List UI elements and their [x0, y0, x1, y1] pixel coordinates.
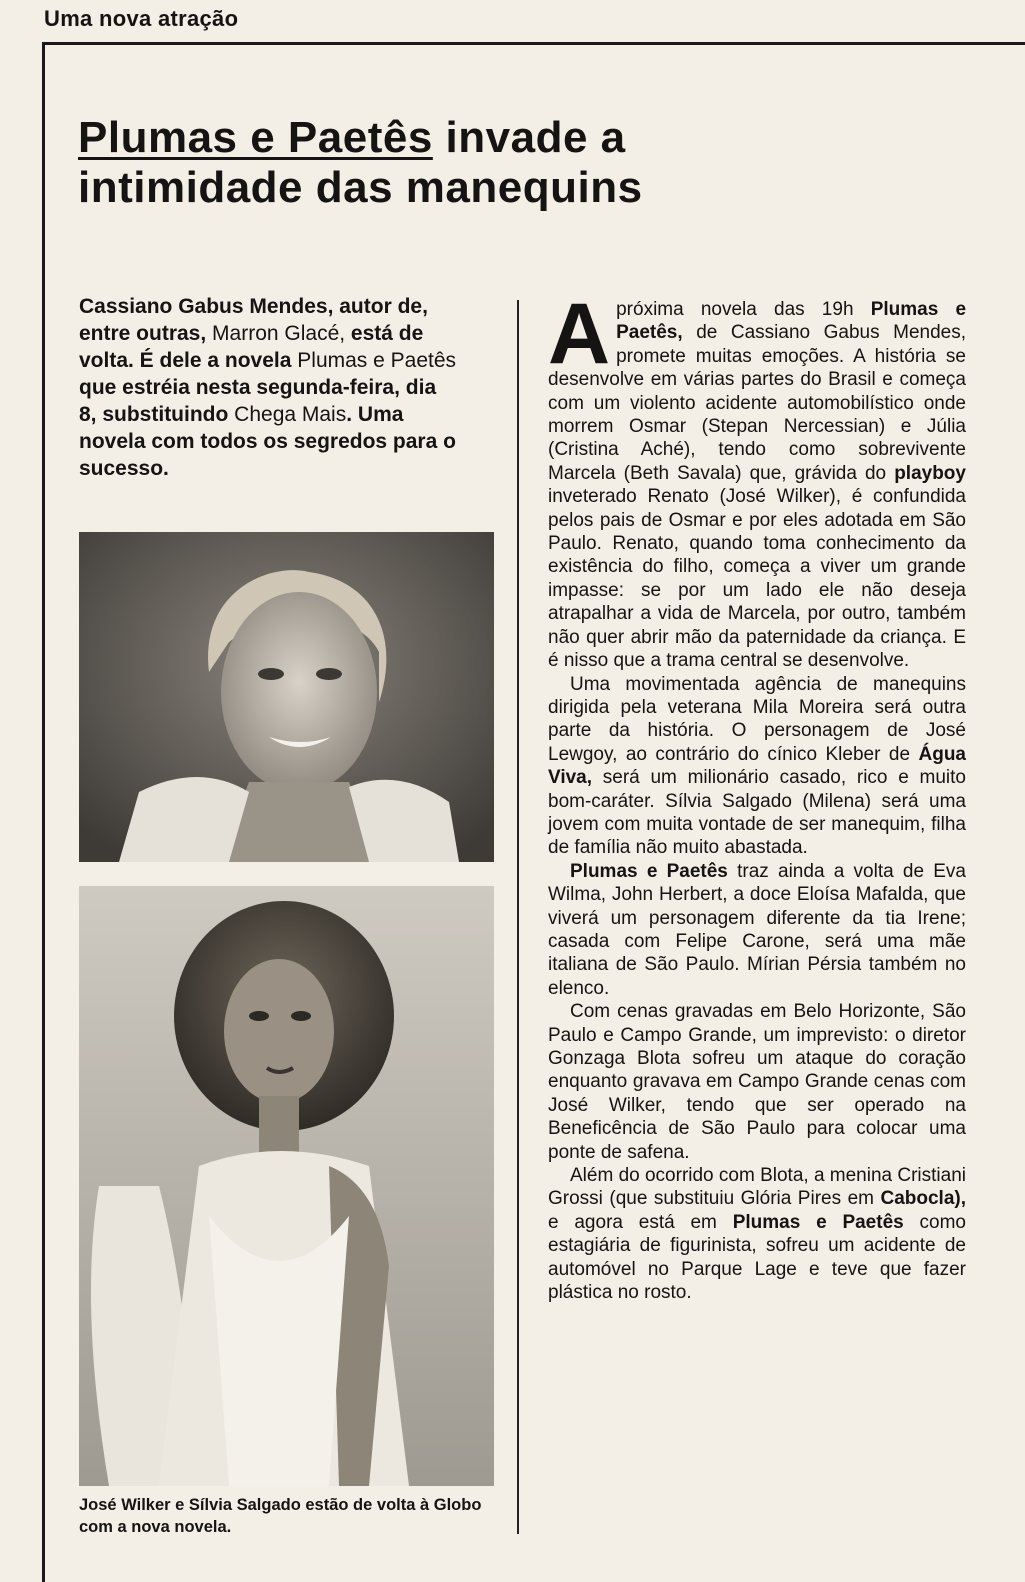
- body-text: de Cassiano Gabus Mendes, promete muitas emoções. A história se desenvolve em várias partes do Brasil e começa com um violento acidente automobilístico onde morrem Osmar (Stepan Nercessian) e Júlia (Cristina Aché), tendo como sobrevivente Marcela (Beth Savala) que, grávida do: [548, 322, 966, 484]
- body-paragraph-5: [548, 1164, 966, 1304]
- headline-rest: invade a: [432, 113, 626, 162]
- body-text: Além do ocorrido com Blota, a menina Cristiani Grossi (que substituiu Glória Pires em: [548, 1165, 967, 1210]
- body-text: como estagiária de figurinista, sofreu um acidente de automóvel no Parque Lage e teve que fazer plástica no rosto.: [548, 1211, 966, 1304]
- column-divider: [517, 300, 519, 1534]
- lead-paragraph: [79, 293, 459, 482]
- lead-text: que estréia nesta segunda-feira, dia 8, substituindo: [79, 376, 437, 426]
- article-body: [548, 286, 967, 1304]
- body-text: e agora está em: [548, 1211, 733, 1233]
- body-bold: Cabocla),: [880, 1188, 966, 1210]
- headline: [78, 113, 978, 213]
- photo-jose-wilker: [79, 532, 494, 862]
- body-bold: Plumas e Paetês: [732, 1211, 904, 1233]
- body-text: será um milionário casado, rico e muito bom-caráter. Sílvia Salgado (Milena) será uma jovem com muita vontade de ser manequim, filha de família não muito abastada.: [548, 767, 966, 859]
- photo-caption: José Wilker e Sílvia Salgado estão de volta à Globo com a nova novela.: [79, 1496, 482, 1536]
- body-text: Uma movimentada agência de manequins dirigida pela veterana Mila Moreira será outra parte da história. O personagem de José Lewgoy, ao contrário do cínico Kleber de: [548, 673, 966, 765]
- lead-text: Cassiano Gabus Mendes, autor de, entre outras,: [79, 295, 428, 345]
- headline-line2: intimidade das manequins: [78, 163, 643, 212]
- body-bold: Água Viva,: [548, 743, 966, 789]
- lead-title-plumas: Plumas e Paetês: [297, 349, 457, 372]
- body-bold: Plumas e Paetês,: [616, 299, 967, 344]
- lead-text: está de volta. É dele a novela: [79, 322, 424, 372]
- body-paragraph-1: [548, 286, 967, 673]
- portrait-man-image: [79, 532, 494, 862]
- body-paragraph-2: [548, 673, 966, 860]
- drop-cap: A: [548, 286, 611, 382]
- body-bold: Plumas e Paetês: [570, 860, 728, 882]
- body-paragraph-4: Com cenas gravadas em Belo Horizonte, São Paulo e Campo Grande, um imprevisto: o diretor Gonzaga Blota sofreu um ataque do coração enquanto gravava em Campo Grande cenas com José Wilker, tendo que ser operado na Beneficência de São Paulo para colocar uma ponte de safena.: [548, 1001, 966, 1163]
- photo-silvia-salgado: [79, 886, 494, 1486]
- section-label: Uma nova atração: [44, 6, 239, 31]
- body-text: próxima novela das 19h: [616, 299, 871, 320]
- headline-underlined: Plumas e Paetês: [78, 113, 433, 162]
- lead-title-chega: Chega Mais: [234, 403, 347, 426]
- portrait-woman-image: [79, 886, 494, 1486]
- body-text: traz ainda a volta de Eva Wilma, John Herbert, a doce Eloísa Mafalda, que viverá um personagem diferente da tia Irene; casada com Felipe Carone, será uma mãe italiana de São Paulo. Mírian Pérsia também no elenco.: [548, 860, 966, 999]
- body-bold: playboy: [894, 462, 966, 484]
- lead-text: . Uma novela com todos os segredos para o sucesso.: [79, 403, 456, 480]
- body-paragraph-3: [548, 860, 966, 1000]
- body-text: inveterado Renato (José Wilker), é confundida pelos pais de Osmar e por eles adotada em São Paulo. Renato, quando toma conhecimento da existência do filho, começa a viver um grande impasse: se por um lado ele não deseja atrapalhar a vida de Marcela, por outro, também não quer abrir mão da paternidade da criança. E é nisso que a trama central se desenvolve.: [548, 486, 966, 672]
- lead-title-marron: Marron Glacé,: [212, 322, 346, 345]
